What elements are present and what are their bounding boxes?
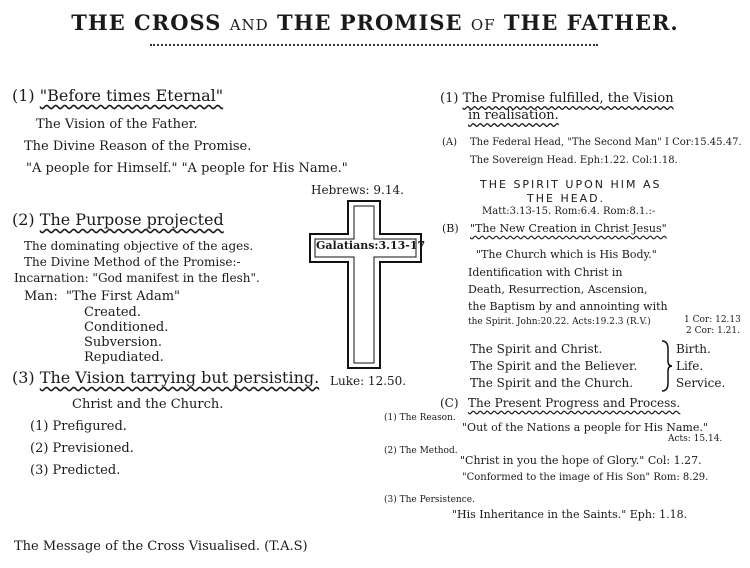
text-line: Christ and the Church. bbox=[72, 397, 224, 412]
sub-heading: "The New Creation in Christ Jesus" bbox=[470, 222, 667, 235]
sub-label: (B) bbox=[442, 222, 459, 235]
text-line: "His Inheritance in the Saints." Eph: 1.18. bbox=[452, 508, 688, 521]
text-line: The Divine Method of the Promise:- bbox=[24, 255, 241, 269]
section-number: (3) bbox=[12, 368, 35, 387]
title-word: OF bbox=[470, 16, 496, 34]
text-line: The Divine Reason of the Promise. bbox=[24, 139, 252, 154]
brace-icon bbox=[660, 339, 674, 393]
section-1-heading bbox=[12, 86, 223, 105]
cross-center-ref: Galatians:3.13-17 bbox=[316, 239, 426, 252]
cross-icon bbox=[308, 200, 424, 370]
text-line: The Vision of the Father. bbox=[36, 117, 198, 132]
pair-line: The Spirit and the Church. bbox=[470, 376, 634, 390]
list-item: (3) Predicted. bbox=[30, 463, 121, 478]
man-title: "The First Adam" bbox=[66, 289, 181, 304]
list-item: Created. bbox=[84, 305, 141, 320]
section-2-heading bbox=[12, 210, 224, 229]
pair-result: Service. bbox=[676, 376, 726, 390]
sub-label: (A) bbox=[442, 137, 458, 148]
text-line: Incarnation: "God manifest in the flesh". bbox=[14, 271, 260, 285]
heading-text: "Before times Eternal" bbox=[39, 86, 224, 105]
pair-result: Birth. bbox=[676, 342, 711, 356]
section-number: (2) bbox=[12, 210, 35, 229]
text-line: The dominating objective of the ages. bbox=[24, 239, 254, 253]
list-item: (2) Previsioned. bbox=[30, 441, 134, 456]
text-line: The Federal Head, "The Second Man" I Cor:15.45.47. bbox=[470, 137, 742, 148]
list-item: Repudiated. bbox=[84, 350, 164, 365]
text-line: "Out of the Nations a people for His Name." bbox=[462, 421, 708, 434]
text-line: The Sovereign Head. Eph:1.22. Col:1.18. bbox=[470, 155, 678, 166]
man-label: Man: bbox=[24, 289, 58, 304]
text-line: the Baptism by and annointing with bbox=[468, 300, 668, 313]
text-line: Identification with Christ in bbox=[468, 266, 623, 279]
heading-text: The Vision tarrying but persisting. bbox=[39, 368, 320, 387]
sub-label: (1) The Reason. bbox=[384, 413, 456, 423]
caps-line: THE HEAD. bbox=[527, 192, 606, 205]
cross-top-ref: Hebrews: 9.14. bbox=[311, 183, 404, 197]
pair-result: Life. bbox=[676, 359, 704, 373]
text-line: Matt:3.13-15. Rom:6.4. Rom:8.1.:- bbox=[482, 206, 656, 217]
heading-text: The Promise fulfilled, the Vision bbox=[462, 91, 674, 106]
right-section-1-heading bbox=[440, 91, 674, 106]
list-item: Conditioned. bbox=[84, 320, 169, 335]
sub-label: (C) bbox=[440, 396, 459, 410]
heading-text: in realisation. bbox=[468, 108, 559, 123]
right-section-c-heading: The Present Progress and Process. bbox=[468, 396, 681, 410]
cross-bottom-ref: Luke: 12.50. bbox=[330, 374, 407, 388]
text-line: "Christ in you the hope of Glory." Col: 1.27. bbox=[460, 454, 702, 467]
title-underline bbox=[150, 38, 598, 46]
text-line: the Spirit. John:20.22. Acts:19.2.3 (R.V.) bbox=[468, 317, 651, 327]
sub-label: (3) The Persistence. bbox=[384, 495, 475, 505]
text-line: "The Church which is His Body." bbox=[476, 248, 657, 261]
section-number: (1) bbox=[440, 91, 459, 106]
heading-text: The Purpose projected bbox=[39, 210, 224, 229]
title-word: THE FATHER. bbox=[503, 10, 679, 35]
text-line: Death, Resurrection, Ascension, bbox=[468, 283, 648, 296]
pair-line: The Spirit and the Believer. bbox=[470, 359, 638, 373]
sub-label: (2) The Method. bbox=[384, 446, 458, 456]
list-item: Subversion. bbox=[84, 335, 163, 350]
title-word: THE CROSS bbox=[71, 10, 222, 35]
caps-line: THE SPIRIT UPON HIM AS bbox=[480, 178, 662, 191]
title-word: THE PROMISE bbox=[276, 10, 463, 35]
title-word: AND bbox=[229, 16, 269, 34]
text-line: "A people for Himself." "A people for His Name." bbox=[26, 161, 348, 176]
text-line: "Conformed to the image of His Son" Rom: 8.29. bbox=[462, 472, 709, 483]
footer-caption: The Message of the Cross Visualised. (T.A.S) bbox=[14, 539, 308, 554]
pair-line: The Spirit and Christ. bbox=[470, 342, 603, 356]
ref: 1 Cor: 12.13 bbox=[684, 315, 741, 325]
page-title bbox=[0, 10, 750, 35]
ref: Acts: 15.14. bbox=[668, 434, 723, 444]
list-item: (1) Prefigured. bbox=[30, 419, 127, 434]
ref: 2 Cor: 1.21. bbox=[686, 326, 740, 336]
section-3-heading bbox=[12, 368, 319, 387]
section-number: (1) bbox=[12, 86, 35, 105]
